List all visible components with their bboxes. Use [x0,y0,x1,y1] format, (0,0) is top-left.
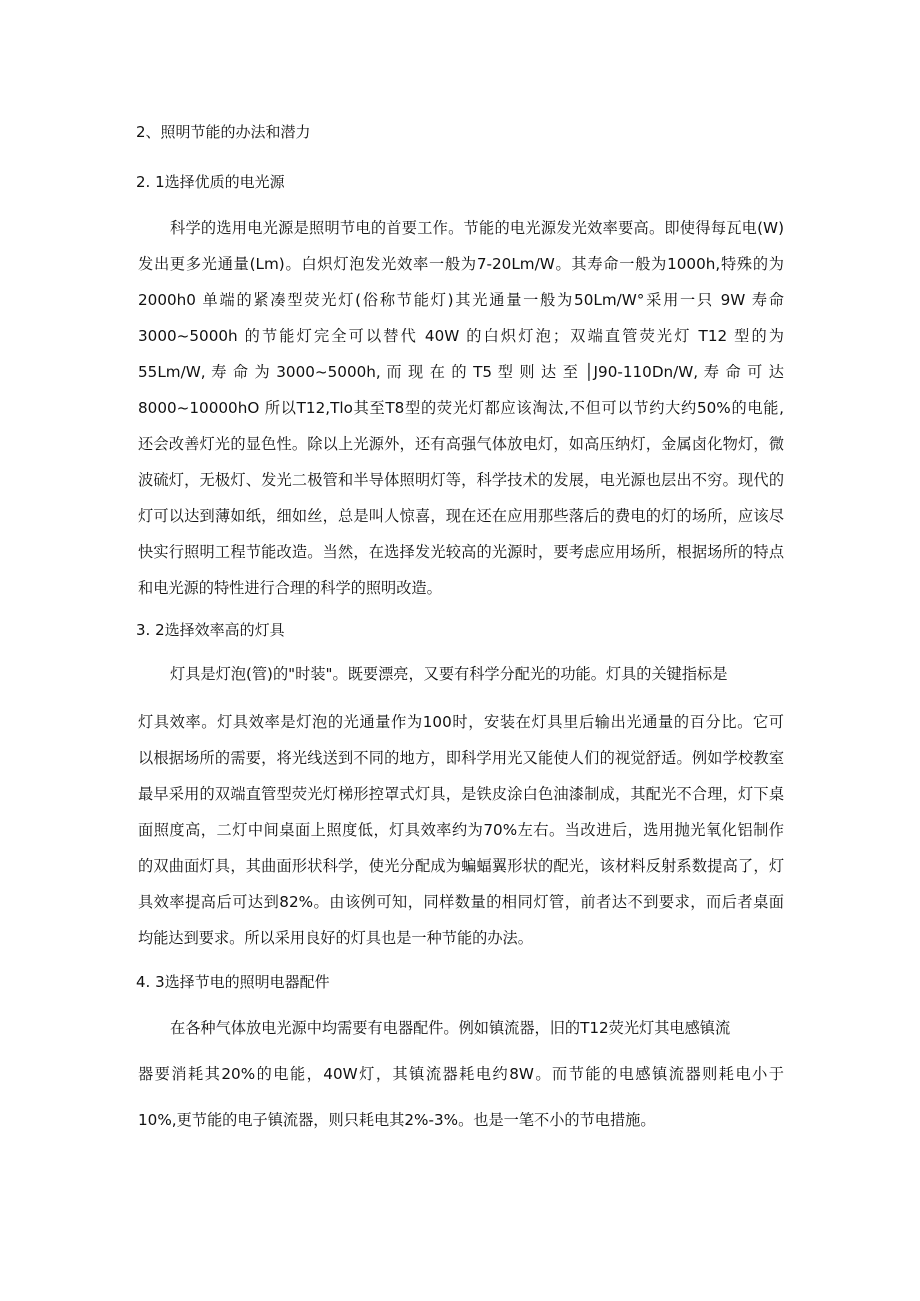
paragraph-line: 3000~5000h 的节能灯完全可以替代 40W 的白炽灯泡；双端直管荧光灯 T12 型的为 [138,327,784,345]
section-heading-light-source: 2. 1选择优质的电光源 [136,173,285,191]
paragraph-line: 的双曲面灯具，其曲面形状科学，使光分配成为蝙蝠翼形状的配光，该材料反射系数提高了，灯 [138,857,784,875]
section-heading-ballasts: 4. 3选择节电的照明电器配件 [136,973,330,991]
paragraph-line: 科学的选用电光源是照明节电的首要工作。节能的电光源发光效率要高。即使得每瓦电(W) [170,219,784,237]
paragraph-line: 具效率提高后可达到82%。由该例可知，同样数量的相同灯管，前者达不到要求，而后者桌面 [138,893,784,911]
paragraph-line: 以根据场所的需要，将光线送到不同的地方，即科学用光又能使人们的视觉舒适。例如学校教室 [138,749,784,767]
paragraph-line: 灯可以达到薄如纸，细如丝，总是叫人惊喜，现在还在应用那些落后的费电的灯的场所，应该尽 [138,507,784,525]
paragraph-line: 55Lm/W, 寿 命 为 3000~5000h, 而 现 在 的 T5 型 则 达 至 │J90-110Dn/W, 寿 命 可 达 [138,363,784,381]
paragraph-line: 快实行照明工程节能改造。当然，在选择发光较高的光源时，要考虑应用场所，根据场所的特点 [138,543,784,561]
paragraph-intro: 在各种气体放电光源中均需要有电器配件。例如镇流器，旧的T12荧光灯其电感镇流 [170,1019,731,1037]
paragraph-line: 10%,更节能的电子镇流器，则只耗电其2%-3%。也是一笔不小的节电措施。 [138,1111,656,1129]
paragraph-line: 最早采用的双端直管型荧光灯梯形控罩式灯具，是铁皮涂白色油漆制成，其配光不合理，灯下桌 [138,785,784,803]
paragraph-intro: 灯具是灯泡(管)的"时装"。既要漂亮，又要有科学分配光的功能。灯具的关键指标是 [170,665,728,683]
paragraph-line: 8000~10000hO 所以T12,Tlo其至T8型的荧光灯都应该淘汰,不但可以节约大约50%的电能, [138,399,784,417]
paragraph-line: 器要消耗其20%的电能，40W灯，其镇流器耗电约8W。而节能的电感镇流器则耗电小于 [138,1065,784,1083]
paragraph-line: 和电光源的特性进行合理的科学的照明改造。 [138,579,442,597]
paragraph-line: 均能达到要求。所以采用良好的灯具也是一种节能的办法。 [138,929,533,947]
paragraph-line: 还会改善灯光的显色性。除以上光源外，还有高强气体放电灯，如高压纳灯，金属卤化物灯，微 [138,435,784,453]
paragraph-line: 2000h0 单端的紧凑型荧光灯(俗称节能灯)其光通量一般为50Lm∕W°采用一只 9W 寿命 [138,291,784,309]
paragraph-line: 发出更多光通量(Lm)。白炽灯泡发光效率一般为7-20Lm/W。其寿命一般为1000h,特殊的为 [138,255,784,273]
paragraph-line: 灯具效率。灯具效率是灯泡的光通量作为100时，安装在灯具里后输出光通量的百分比。它可 [138,713,784,731]
paragraph-line: 面照度高，二灯中间桌面上照度低，灯具效率约为70%左右。当改进后，选用抛光氧化铝制作 [138,821,784,839]
main-heading: 2、照明节能的办法和潜力 [136,123,311,141]
paragraph-line: 波硫灯，无极灯、发光二极管和半导体照明灯等，科学技术的发展，电光源也层出不穷。现代的 [138,471,784,489]
section-heading-luminaires: 3. 2选择效率高的灯具 [136,621,285,639]
